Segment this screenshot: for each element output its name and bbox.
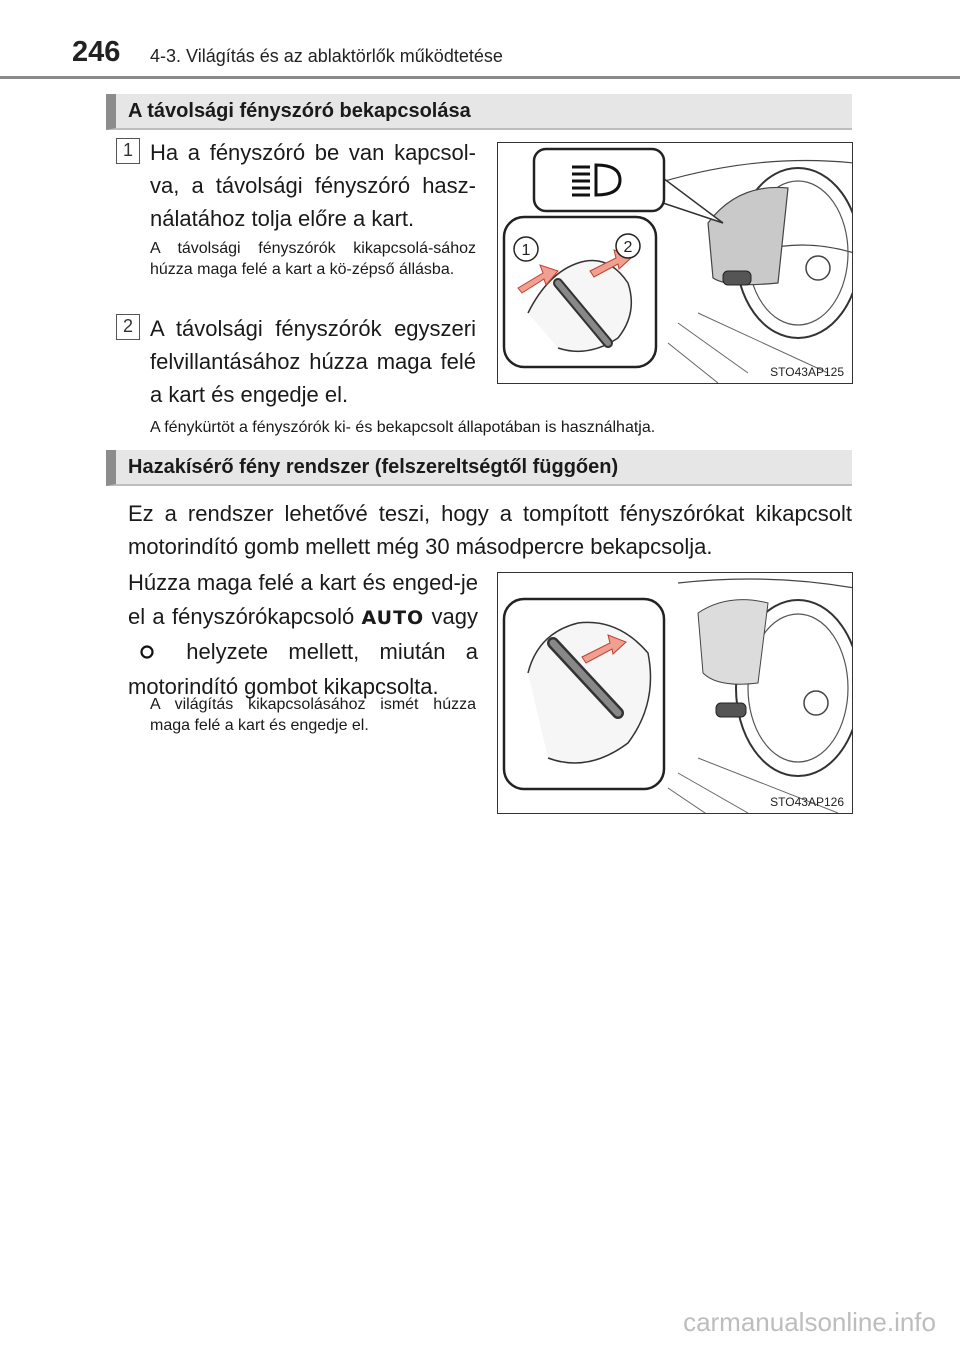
step1-text: Ha a fényszóró be van kapcsol-va, a távolsági fényszóró hasz-nálatához tolja előre a kart.	[150, 140, 476, 231]
step1-note: A távolsági fényszórók kikapcsolá-sához húzza maga felé a kart a kö-zépső állásba.	[150, 240, 476, 278]
instruction-part2: vagy	[431, 604, 478, 629]
off-position-icon	[128, 636, 166, 670]
section-title: A távolsági fényszóró bekapcsolása	[128, 100, 471, 122]
section-title: Hazakísérő fény rendszer (felszereltségtől függően)	[128, 456, 619, 478]
figure-high-beam-lever	[497, 142, 853, 384]
instruction-part1: Húzza maga felé a kart és enged-je el a fényszórókapcsoló	[128, 570, 478, 629]
section-heading-follow-me-home	[106, 450, 852, 486]
section1-footnote: A fénykürtöt a fényszórók ki- és bekapcsolt állapotában is használhatja.	[150, 419, 656, 436]
svg-text:1: 1	[521, 242, 531, 259]
figure-follow-me-home-lever	[497, 572, 853, 814]
section2-intro: Ez a rendszer lehetővé teszi, hogy a tompított fényszórókat kikapcsolt motorindító gomb mellett még 30 másodpercre bekapcsolja.	[128, 501, 852, 559]
auto-symbol: AUTO	[361, 607, 425, 630]
step2-text: A távolsági fényszórók egyszeri felvillantásához húzza maga felé a kart és engedje el.	[150, 316, 476, 407]
section2-note: A világítás kikapcsolásához ismét húzza maga felé a kart és engedje el.	[150, 696, 476, 734]
header-rule	[0, 76, 960, 79]
figure-code-1: STO43AP125	[770, 365, 844, 379]
figure-high-beam-illustration	[498, 143, 853, 384]
page-number: 246	[72, 36, 121, 68]
chapter-title: 4-3. Világítás és az ablaktörlők működtetése	[150, 46, 503, 66]
section-heading-high-beam	[106, 94, 852, 130]
figure-code-2: STO43AP126	[770, 795, 844, 809]
step-number-1: 1	[116, 138, 140, 164]
section2-instruction	[128, 566, 478, 704]
figure-follow-me-home-illustration	[498, 573, 853, 814]
watermark: carmanualsonline.info	[683, 1307, 936, 1337]
svg-text:2: 2	[623, 239, 633, 256]
step-number-2: 2	[116, 314, 140, 340]
instruction-part3: helyzete mellett, miután a motorindító gombot kikapcsolta.	[128, 639, 478, 700]
